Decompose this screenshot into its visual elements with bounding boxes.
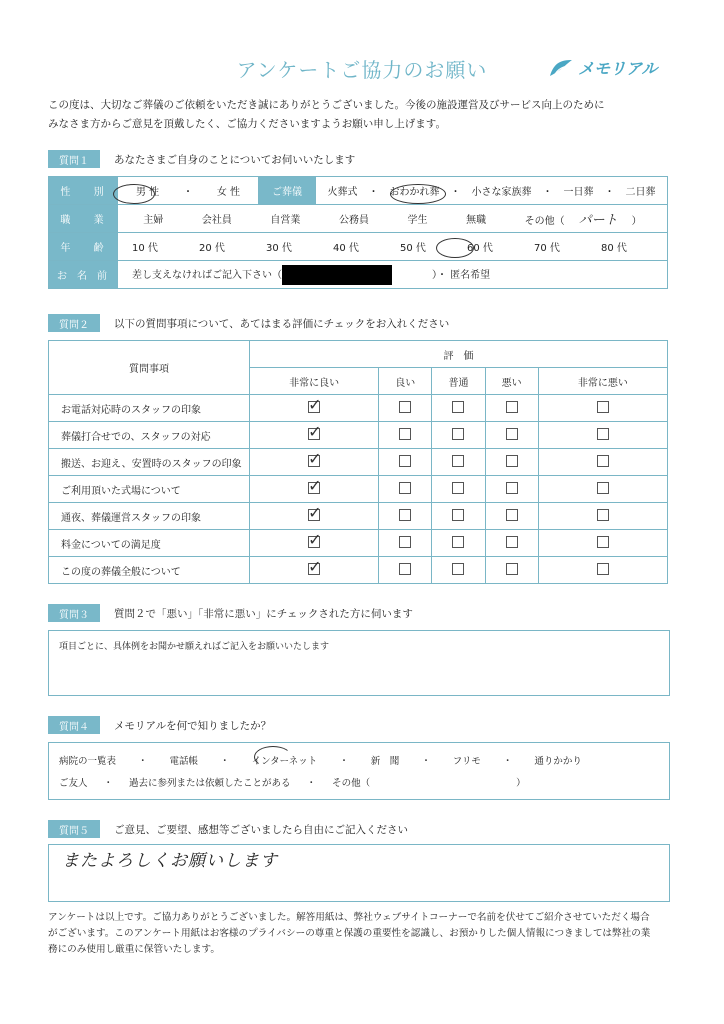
separator: ・ (183, 187, 193, 198)
rating-header: 非常に良い (250, 368, 379, 395)
separator: ・ (103, 778, 114, 789)
intro-line: この度は、大切なご葬儀のご依頼をいただき誠にありがとうございました。今後の施設運営及びサービス向上のために (48, 99, 605, 111)
funeral-two-day[interactable]: 二日葬 (625, 187, 656, 198)
rating-cell (432, 503, 485, 530)
rating-cell (432, 530, 485, 557)
age-option[interactable]: 60 代 (467, 243, 493, 254)
rating-cell (485, 449, 538, 476)
separator: ・ (220, 756, 230, 767)
rating-cell (432, 422, 485, 449)
separator: ・ (339, 756, 349, 767)
selection-circle (390, 184, 446, 204)
job-option[interactable]: 主婦 (143, 215, 164, 226)
rating-checkbox[interactable] (506, 563, 518, 575)
rating-table (48, 340, 668, 584)
rating-cell (379, 422, 432, 449)
job-option[interactable]: 自営業 (270, 215, 301, 226)
rating-checkbox[interactable] (308, 394, 322, 414)
rating-cell (538, 395, 667, 422)
rating-cell (485, 395, 538, 422)
check-mark-icon: ✓ (308, 556, 322, 576)
separator: ・ (368, 187, 379, 198)
q4-title: メモリアルを何で知りましたか？ (114, 720, 272, 732)
rating-checkbox[interactable] (597, 536, 609, 548)
job-option[interactable]: 公務員 (338, 215, 369, 226)
rating-cell (538, 449, 667, 476)
rating-checkbox[interactable] (308, 421, 322, 441)
rating-checkbox[interactable] (399, 509, 411, 521)
col-eval-header: 評 価 (250, 341, 668, 368)
rating-cell (250, 422, 379, 449)
question-item: 料金についての満足度 (49, 530, 250, 557)
separator: ・ (138, 756, 148, 767)
selection-circle (113, 184, 155, 204)
gender-label: 性 別 (49, 177, 118, 205)
age-option[interactable]: 80 代 (601, 243, 627, 254)
rating-row (49, 449, 668, 476)
source-option[interactable]: 電話帳 (169, 756, 199, 767)
rating-checkbox[interactable] (506, 428, 518, 440)
rating-checkbox[interactable] (597, 509, 609, 521)
job-option[interactable]: 会社員 (201, 215, 232, 226)
rating-checkbox[interactable] (597, 428, 609, 440)
rating-header: 悪い (485, 368, 538, 395)
q1-tag: 質問１ (48, 150, 100, 168)
logo-text: メモリアル (578, 59, 658, 78)
rating-checkbox[interactable] (452, 401, 464, 413)
selection-circle (436, 238, 474, 258)
job-other[interactable] (525, 209, 642, 228)
rating-checkbox[interactable] (506, 536, 518, 548)
rating-checkbox[interactable] (597, 401, 609, 413)
rating-row (49, 476, 668, 503)
rating-checkbox[interactable] (452, 536, 464, 548)
q4-row1 (59, 753, 582, 767)
age-options (118, 233, 668, 261)
rating-cell (379, 449, 432, 476)
rating-checkbox[interactable] (399, 455, 411, 467)
rating-checkbox[interactable] (308, 448, 322, 468)
age-option[interactable]: 10 代 (132, 243, 158, 254)
rating-cell (250, 449, 379, 476)
rating-header: 良い (379, 368, 432, 395)
funeral-options (316, 177, 668, 205)
rating-header: 非常に悪い (538, 368, 667, 395)
rating-checkbox[interactable] (399, 428, 411, 440)
rating-cell (432, 557, 485, 584)
intro-text (48, 96, 678, 134)
footer-line: アンケートは以上です。ご協力ありがとうございました。解答用紙は、弊社ウェブサイトコーナーで名前を伏せてご紹介させていただく場合 (48, 912, 650, 923)
rating-checkbox[interactable] (452, 563, 464, 575)
job-other-handwritten: パート (578, 213, 618, 228)
rating-cell (485, 476, 538, 503)
check-mark-icon: ✓ (308, 421, 322, 441)
source-internet[interactable]: インターネット (251, 756, 318, 767)
rating-checkbox[interactable] (399, 563, 411, 575)
question-item: ご利用頂いた式場について (49, 476, 250, 503)
separator: ・ (450, 187, 461, 198)
age-option[interactable]: 20 代 (199, 243, 225, 254)
rating-cell (379, 503, 432, 530)
leaf-logo-icon (548, 58, 574, 78)
check-mark-icon: ✓ (308, 448, 322, 468)
col-item-header: 質問事項 (49, 341, 250, 395)
job-option[interactable]: 無職 (466, 215, 487, 226)
separator: ・ (542, 187, 553, 198)
question-item: お電話対応時のスタッフの印象 (49, 395, 250, 422)
rating-checkbox[interactable] (452, 455, 464, 467)
rating-row (49, 422, 668, 449)
rating-checkbox[interactable] (597, 563, 609, 575)
rating-cell (250, 557, 379, 584)
rating-checkbox[interactable] (506, 455, 518, 467)
rating-cell (432, 476, 485, 503)
rating-checkbox[interactable] (506, 509, 518, 521)
age-option[interactable]: 40 代 (333, 243, 359, 254)
funeral-label: ご葬儀 (259, 177, 316, 205)
source-other[interactable]: その他（ (332, 778, 371, 789)
source-option[interactable]: ご友人 (59, 778, 88, 789)
rating-cell (485, 503, 538, 530)
question-item: 葬儀打合せでの、スタッフの対応 (49, 422, 250, 449)
rating-cell (379, 557, 432, 584)
job-other-close: ） (631, 216, 642, 227)
rating-row (49, 557, 668, 584)
rating-checkbox[interactable] (308, 475, 322, 495)
job-options (118, 205, 668, 233)
rating-checkbox[interactable] (308, 502, 322, 522)
footer-text (48, 910, 678, 958)
q1-title: あなたさまご自身のことについてお伺いいたします (114, 154, 356, 166)
q4-tag: 質問４ (48, 716, 100, 734)
footer-line: がございます。このアンケート用紙はお客様のプライバシーの尊重と保護の重要性を認識し、お預かりした個人情報につきましては弊社の業 (48, 928, 651, 939)
source-option[interactable]: 通りかかり (534, 756, 582, 767)
q3-tag: 質問３ (48, 604, 100, 622)
page-title: アンケートご協力のお願い (236, 58, 488, 82)
rating-checkbox[interactable] (452, 509, 464, 521)
age-label: 年 齢 (49, 233, 118, 261)
check-mark-icon: ✓ (308, 502, 322, 522)
rating-checkbox[interactable] (597, 482, 609, 494)
rating-cell (538, 557, 667, 584)
age-option[interactable]: 50 代 (400, 243, 426, 254)
job-other-label: その他（ (524, 216, 565, 227)
anonymous-option[interactable]: 匿名希望 (450, 269, 491, 281)
rating-cell (250, 503, 379, 530)
rating-checkbox[interactable] (308, 556, 322, 576)
question-item: 通夜、葬儀運営スタッフの印象 (49, 503, 250, 530)
q4-options-box (48, 742, 670, 800)
rating-checkbox[interactable] (506, 482, 518, 494)
rating-cell (379, 530, 432, 557)
name-close: ）・ (432, 269, 447, 281)
rating-cell (250, 476, 379, 503)
check-mark-icon: ✓ (308, 394, 322, 414)
q3-title: 質問２で「悪い」「非常に悪い」にチェックされた方に伺います (114, 608, 413, 620)
rating-cell (485, 530, 538, 557)
q2-tag: 質問２ (48, 314, 100, 332)
logo (548, 56, 657, 79)
rating-checkbox[interactable] (399, 482, 411, 494)
q5-handwritten-answer: またよろしくお願いします (62, 851, 278, 871)
separator: ・ (604, 187, 615, 198)
rating-checkbox[interactable] (452, 482, 464, 494)
age-option[interactable]: 30 代 (266, 243, 292, 254)
rating-row (49, 530, 668, 557)
rating-cell (379, 476, 432, 503)
intro-line: みなさま方からご意見を頂戴したく、ご協力くださいますようお願い申し上げます。 (48, 118, 446, 130)
gender-male[interactable]: 男 性 (135, 187, 160, 198)
separator: ・ (421, 756, 431, 767)
rating-checkbox[interactable] (506, 401, 518, 413)
age-option[interactable]: 70 代 (534, 243, 560, 254)
rating-cell (250, 530, 379, 557)
rating-cell (485, 422, 538, 449)
rating-cell (538, 503, 667, 530)
rating-row (49, 503, 668, 530)
rating-cell (538, 476, 667, 503)
separator: ・ (502, 756, 513, 767)
funeral-farewell[interactable]: おわかれ葬 (389, 187, 440, 198)
separator: ・ (306, 778, 317, 789)
source-option[interactable]: 新 聞 (370, 756, 400, 767)
source-option[interactable]: フリモ (452, 756, 481, 767)
rating-cell (250, 395, 379, 422)
funeral-cremation[interactable]: 火葬式 (327, 187, 358, 198)
rating-row (49, 395, 668, 422)
rating-header: 普通 (432, 368, 485, 395)
q3-answer-box[interactable] (48, 630, 670, 696)
selection-circle (254, 746, 292, 768)
footer-line: 務にのみ使用し厳重に保管いたします。 (48, 944, 220, 955)
source-option[interactable]: 病院の一覧表 (59, 756, 117, 767)
job-label: 職 業 (49, 205, 118, 233)
source-other-close: ） (516, 778, 526, 789)
rating-cell (432, 449, 485, 476)
q5-title: ご意見、ご要望、感想等ございましたら自由にご記入ください (114, 824, 408, 836)
rating-checkbox[interactable] (597, 455, 609, 467)
q4-row2 (59, 775, 526, 789)
check-mark-icon: ✓ (308, 529, 322, 549)
rating-cell (538, 530, 667, 557)
rating-checkbox[interactable] (399, 536, 411, 548)
rating-checkbox[interactable] (308, 529, 322, 549)
name-label: お名前 (49, 261, 118, 289)
rating-checkbox[interactable] (452, 428, 464, 440)
q5-tag: 質問５ (48, 820, 100, 838)
rating-cell (432, 395, 485, 422)
funeral-one-day[interactable]: 一日葬 (563, 187, 594, 198)
gender-female[interactable]: 女 性 (216, 187, 241, 198)
redacted-name (282, 265, 392, 285)
q2-title: 以下の質問事項について、あてはまる評価にチェックをお入れください (114, 318, 450, 330)
rating-cell (538, 422, 667, 449)
job-option[interactable]: 学生 (407, 215, 428, 226)
name-field[interactable] (118, 261, 668, 289)
rating-checkbox[interactable] (399, 401, 411, 413)
question-item: この度の葬儀全般について (49, 557, 250, 584)
source-option[interactable]: 過去に参列または依頼したことがある (129, 778, 291, 789)
name-prompt: 差し支えなければご記入下さい（ (132, 269, 282, 281)
rating-cell (379, 395, 432, 422)
q3-note: 項目ごとに、具体例をお聞かせ願えればご記入をお願いいたします (59, 642, 330, 652)
check-mark-icon: ✓ (308, 475, 322, 495)
question-item: 搬送、お迎え、安置時のスタッフの印象 (49, 449, 250, 476)
funeral-family[interactable]: 小さな家族葬 (471, 187, 532, 198)
rating-cell (485, 557, 538, 584)
